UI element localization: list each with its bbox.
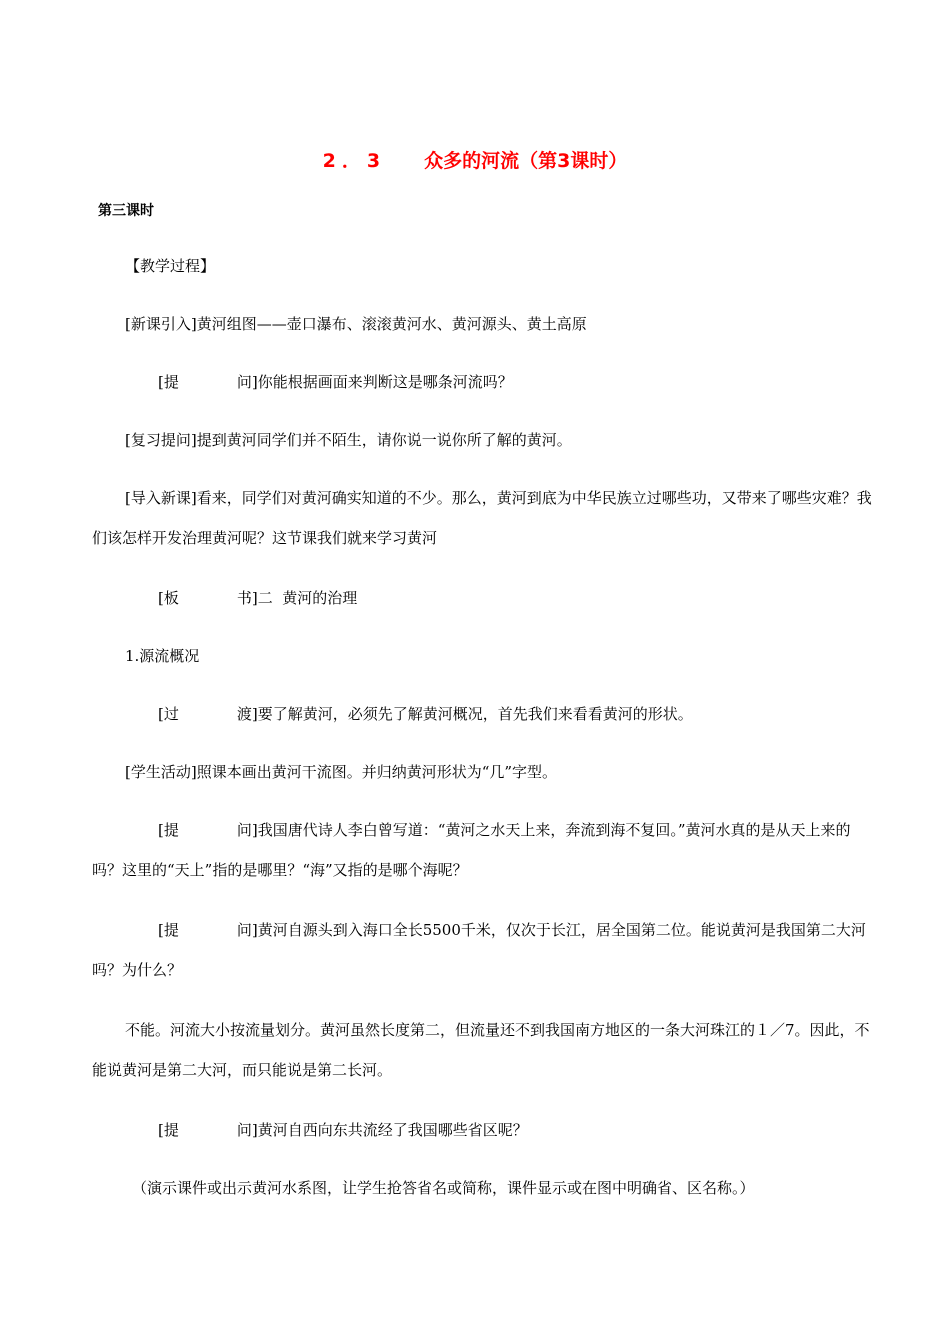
- paragraph-question-2: [92, 810, 877, 890]
- paragraph-text: 黄河自西向东共流经了我国哪些省区呢？: [257, 1121, 528, 1139]
- paragraph-new-lesson-intro: [新课引入]黄河组图——壶口瀑布、滚滚黄河水、黄河源头、黄土高原: [125, 315, 587, 333]
- section-subtitle: 第三课时: [98, 203, 154, 219]
- paragraph-review-question: [复习提问]提到黄河同学们并不陌生，请你说一说你所了解的黄河。: [125, 431, 572, 449]
- paragraph-question-3: [92, 910, 877, 990]
- tag-question: [提 问]: [158, 1121, 258, 1139]
- page-title: [0, 146, 950, 173]
- tag-question: [提 问]: [158, 373, 258, 391]
- title-number: 2．3: [322, 150, 387, 172]
- paragraph-source-overview: 1.源流概况: [125, 647, 200, 665]
- paragraph-demo-note: （演示课件或出示黄河水系图，让学生抢答省名或简称，课件显示或在图中明确省、区名称。）: [132, 1179, 755, 1197]
- paragraph-text: 要了解黄河，必须先了解黄河概况，首先我们来看看黄河的形状。: [257, 705, 693, 723]
- paragraph-question-1: [92, 362, 872, 402]
- tag-question: [提 问]: [158, 921, 258, 939]
- tag-transition: [过 渡]: [158, 705, 258, 723]
- paragraph-lead-in: [导入新课]看来，同学们对黄河确实知道的不少。那么，黄河到底为中华民族立过哪些功，又带来了哪些灾难？我们该怎样开发治理黄河呢？这节课我们就来学习黄河: [92, 489, 872, 547]
- paragraph-text: 我国唐代诗人李白曾写道：“黄河之水天上来，奔流到海不复回。”黄河水真的是从天上来的吗？这里的“天上”指的是哪里？“海”又指的是哪个海呢？: [92, 821, 851, 879]
- title-text: 众多的河流（第3课时）: [424, 150, 628, 172]
- paragraph-text: 你能根据画面来判断这是哪条河流吗？: [257, 373, 513, 391]
- tag-question: [提 问]: [158, 821, 258, 839]
- paragraph-transition: [92, 694, 872, 734]
- paragraph-question-4: [92, 1110, 872, 1150]
- paragraph-student-activity: [学生活动]照课本画出黄河干流图。并归纳黄河形状为“几”字型。: [125, 763, 558, 781]
- paragraph-text: 二 黄河的治理: [257, 589, 358, 607]
- tag-board: [板 书]: [158, 589, 258, 607]
- paragraph-text: 黄河自源头到入海口全长5500千米，仅次于长江，居全国第二位。能说黄河是我国第二大河吗？为什么？: [92, 921, 866, 979]
- paragraph-teaching-process: 【教学过程】: [125, 257, 216, 275]
- paragraph-board-writing: [92, 578, 872, 618]
- paragraph-answer: 不能。河流大小按流量划分。黄河虽然长度第二，但流量还不到我国南方地区的一条大河珠江的１／7。因此，不能说黄河是第二大河，而只能说是第二长河。: [92, 1021, 870, 1079]
